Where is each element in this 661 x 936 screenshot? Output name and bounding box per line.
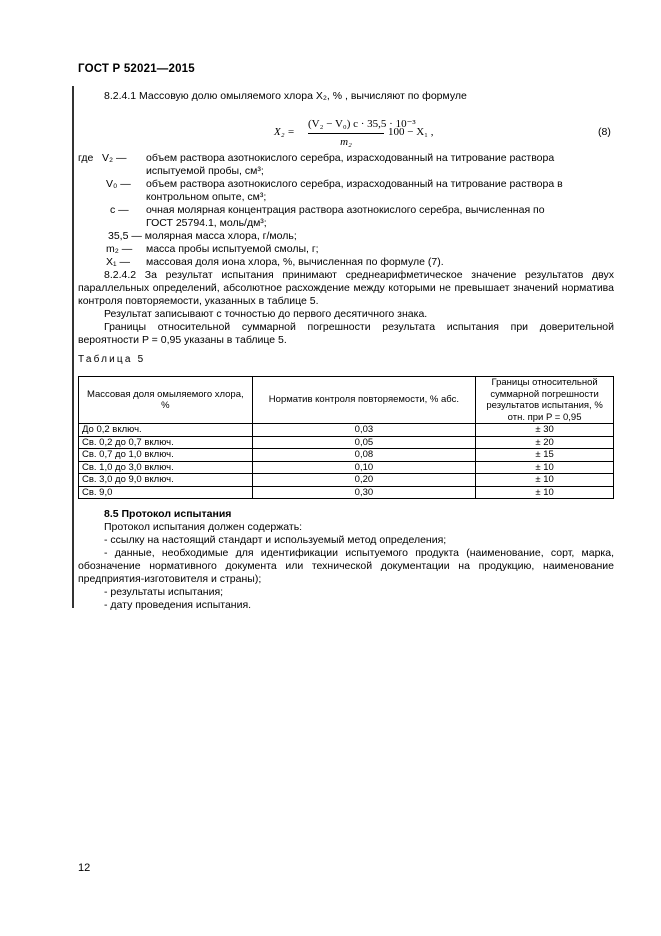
section-8-5-intro: Протокол испытания должен содержать: (104, 521, 303, 533)
table-row (79, 486, 614, 499)
page-number: 12 (78, 862, 91, 874)
cell-error: ± 10 (476, 474, 614, 487)
paragraph-error-bounds: Границы относительной суммарной погрешности результата испытания при доверительной вероятности P = 0,95 указаны в таблице 5. (78, 321, 614, 346)
cell-repeatability: 0,05 (252, 436, 476, 449)
def-c-symbol: c — (110, 204, 129, 216)
def-m2-text: масса пробы испытуемой смолы, г; (146, 243, 319, 255)
paragraph-rounding: Результат записывают с точностью до первого десятичного знака. (104, 308, 428, 320)
cell-range: Св. 0,7 до 1,0 включ. (79, 449, 253, 462)
cell-range: Св. 9,0 (79, 486, 253, 499)
table-row (79, 449, 614, 462)
def-v0-line1: объем раствора азотнокислого серебра, израсходованный на титрование раствора в (146, 178, 563, 190)
cell-repeatability: 0,30 (252, 486, 476, 499)
cell-repeatability: 0,20 (252, 474, 476, 487)
def-c-line1: очная молярная концентрация раствора азотнокислого серебра, вычисленная по (146, 204, 545, 216)
cell-error: ± 15 (476, 449, 614, 462)
def-where: где (78, 152, 94, 164)
revision-bar (72, 86, 74, 608)
formula-denominator: m₂ (340, 136, 352, 148)
cell-error: ± 10 (476, 486, 614, 499)
protocol-item: - результаты испытания; (104, 586, 224, 598)
table-header-row (79, 377, 614, 424)
cell-repeatability: 0,03 (252, 424, 476, 437)
def-v2-symbol: V₂ — (102, 152, 127, 164)
def-v2-line2: испытуемой пробы, см³; (146, 165, 264, 177)
def-m2-symbol: m₂ — (106, 243, 133, 255)
cell-range: Св. 1,0 до 3,0 включ. (79, 461, 253, 474)
formula-numerator: (V₂ − V₀) c · 35,5 · 10⁻³ (308, 118, 384, 134)
def-v0-symbol: V₀ — (106, 178, 131, 190)
header-chlorine-fraction: Массовая доля омыляемого хлора, % (79, 377, 253, 424)
def-x1-symbol: X₁ — (106, 256, 130, 268)
header-error-bounds: Границы относительной суммарной погрешности результатов испытания, % отн. при P = 0,95 (476, 377, 614, 424)
cell-error: ± 30 (476, 424, 614, 437)
table-row (79, 436, 614, 449)
table-caption: Таблица 5 (78, 354, 146, 365)
cell-range: Св. 3,0 до 9,0 включ. (79, 474, 253, 487)
paragraph-8-2-4-2: 8.2.4.2 За результат испытания принимают среднеарифметическое значение результатов двух параллельных определений, абсолютное расхождение между которыми не превышает значений норматива контроля повторяемости, указанных в таблице 5. (78, 269, 614, 307)
table-row (79, 474, 614, 487)
table-row (79, 461, 614, 474)
cell-error: ± 10 (476, 461, 614, 474)
protocol-item: - данные, необходимые для идентификации испытуемого продукта (наименование, сорт, марка, обозначение нормативного документа или технической документации на продукцию, наименование предприятия-изготовителя и страны); (78, 547, 614, 585)
table-row (79, 424, 614, 437)
formula-rest: 100 − X₁ , (388, 126, 434, 138)
header-repeatability: Норматив контроля повторяемости, % абс. (252, 377, 476, 424)
cell-repeatability: 0,10 (252, 461, 476, 474)
cell-range: Св. 0,2 до 0,7 включ. (79, 436, 253, 449)
protocol-item: - ссылку на настоящий стандарт и используемый метод определения; (104, 534, 447, 546)
document-header: ГОСТ Р 52021—2015 (78, 63, 195, 75)
paragraph-8-2-4-1: 8.2.4.1 Массовую долю омыляемого хлора X₂, % , вычисляют по формуле (104, 90, 467, 102)
def-c-line2: ГОСТ 25794.1, моль/дм³; (146, 217, 267, 229)
table-5 (78, 376, 614, 499)
formula-lhs: X₂ = (274, 126, 295, 138)
formula-8 (270, 118, 615, 152)
section-8-5-title: 8.5 Протокол испытания (104, 508, 232, 520)
equation-number: (8) (598, 126, 611, 138)
def-molar-mass: 35,5 — молярная масса хлора, г/моль; (108, 230, 297, 242)
def-v0-line2: контрольном опыте, см³; (146, 191, 267, 203)
cell-range: До 0,2 включ. (79, 424, 253, 437)
cell-error: ± 20 (476, 436, 614, 449)
cell-repeatability: 0,08 (252, 449, 476, 462)
def-x1-text: массовая доля иона хлора, %, вычисленная по формуле (7). (146, 256, 444, 268)
def-v2-line1: объем раствора азотнокислого серебра, израсходованный на титрование раствора (146, 152, 555, 164)
protocol-item: - дату проведения испытания. (104, 599, 252, 611)
